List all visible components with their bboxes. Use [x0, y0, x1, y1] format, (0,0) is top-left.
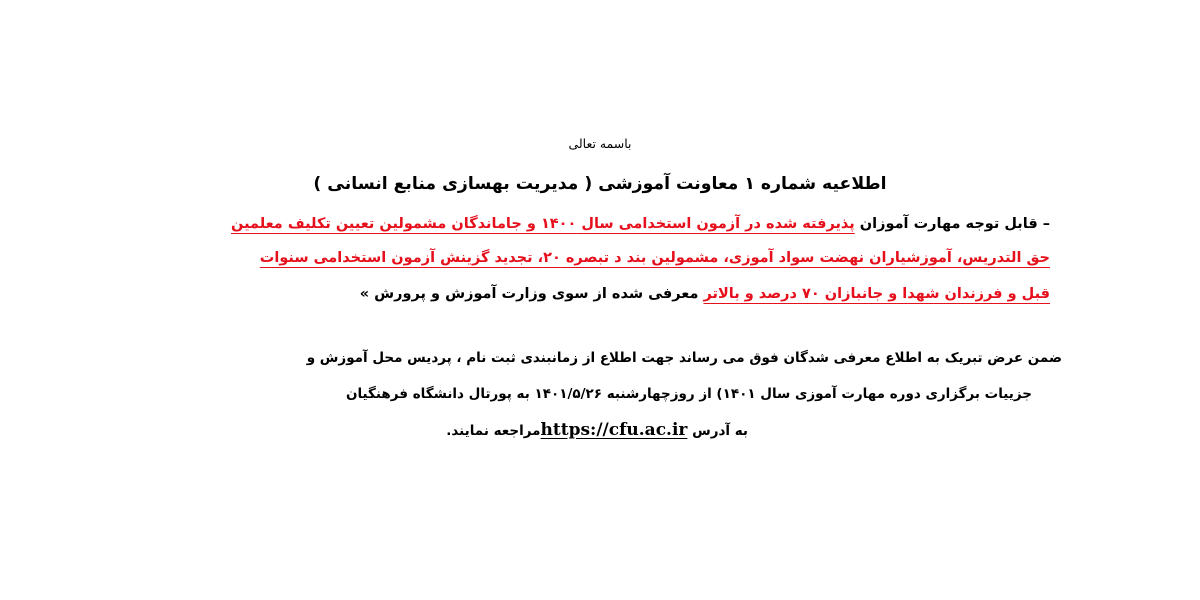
paragraph1-line3-normal: معرفی شده از سوی وزارت آموزش و پرورش » [359, 286, 704, 302]
paragraph1-line2 [260, 248, 1050, 268]
portal-link[interactable]: https://cfu.ac.ir [540, 420, 688, 440]
paragraph1-line2-highlight: حق التدریس، آموزشیاران نهضت سواد آموزی، مشمولین بند د تبصره ۲۰، تجدید گزینش آزمون استخدامی سنوات [259, 250, 1050, 266]
paragraph1-line1-normal: – قابل توجه مهارت آموزان [854, 216, 1050, 232]
greeting: باسمه تعالی [568, 136, 632, 151]
address-suffix: مراجعه نمایند. [446, 423, 541, 439]
announcement-title: اطلاعیه شماره ۱ معاونت آموزشی ( مدیریت بهسازی منابع انسانی ) [313, 174, 887, 194]
paragraph1-line3-highlight: قبل و فرزندان شهدا و جانبازان ۷۰ درصد و بالاتر [703, 286, 1050, 302]
address-prefix: به آدرس [687, 423, 748, 439]
paragraph1-line3 [360, 284, 1050, 304]
paragraph1-line1-highlight: پذیرفته شده در آزمون استخدامی سال ۱۴۰۰ و جاماندگان مشمولین تعیین تکلیف معلمین [231, 216, 855, 232]
paragraph2-line1: ضمن عرض تبریک به اطلاع معرفی شدگان فوق می رساند جهت اطلاع از زمانبندی ثبت نام ، پردیس محل آموزش و [306, 350, 1062, 366]
paragraph2-line3 [446, 420, 748, 441]
paragraph1-line1 [231, 214, 1050, 234]
paragraph2-line2: جزییات برگزاری دوره مهارت آموزی سال ۱۴۰۱) از روزچهارشنبه ۱۴۰۱/۵/۲۶ به پورتال دانشگاه فرهنگیان [345, 386, 1032, 402]
